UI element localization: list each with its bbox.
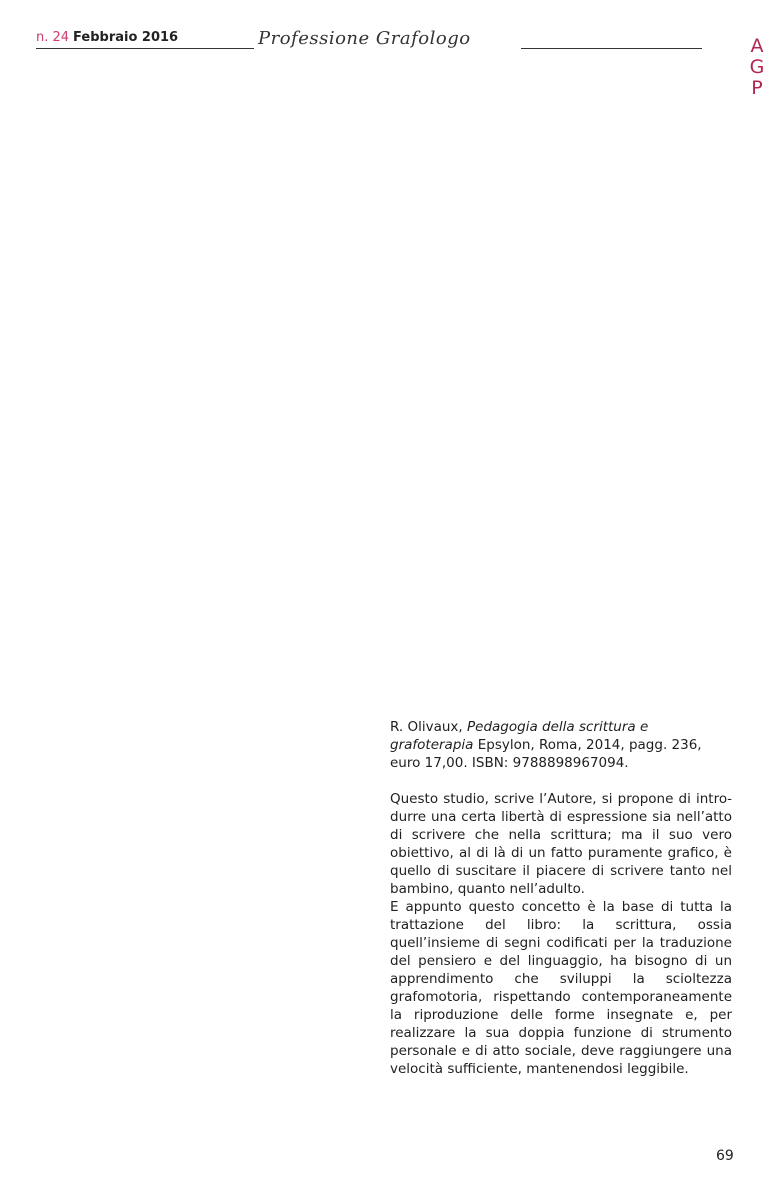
issue-info	[36, 30, 178, 45]
book-reference	[390, 718, 732, 772]
header-rule-right	[521, 48, 702, 49]
logo-letter-a: A	[750, 35, 764, 57]
agp-logo	[741, 32, 769, 98]
masthead-title: Professione Grafologo	[258, 28, 471, 49]
book-review	[390, 718, 732, 1078]
logo-letter-g: G	[749, 56, 765, 78]
issue-date: Febbraio 2016	[73, 30, 179, 45]
book-publication: Epsylon, Roma, 2014, pagg. 236, euro 17,00. ISBN: 9788898967094.	[390, 737, 702, 771]
review-body	[390, 790, 732, 1078]
book-title: Pedagogia della scrittura e grafoterapia	[390, 719, 649, 753]
page-number: 69	[716, 1148, 734, 1164]
page-header	[36, 24, 765, 98]
book-author: R. Olivaux,	[390, 719, 463, 735]
review-paragraph-1: Questo studio, scrive l’Autore, si propone di introdurre una certa libertà di espressione sia nell’atto di scrivere che nella scrittura; ma il suo vero obiettivo, al di là di un fatto puramente grafico, è quello di suscitare il piacere di scrivere tanto nel bambino, quanto nell’adulto.	[390, 791, 732, 897]
review-paragraph-2: E appunto questo concetto è la base di tutta la trattazione del libro: la scrittura, ossia quell’insieme di segni codificati per la traduzione del pensiero e del linguaggio, ha bisogno di un apprendimento che sviluppi la scioltezza grafomotoria, rispettando contemporaneamente la riproduzione delle forme insegnate e, per realizzare la sua doppia funzione di strumento personale e di atto sociale, deve raggiungere una velocità sufficiente, mantenendosi leggibile.	[390, 899, 732, 1077]
header-rule-left	[36, 48, 254, 49]
logo-letter-p: P	[751, 77, 763, 98]
issue-number: n. 24	[36, 30, 70, 45]
